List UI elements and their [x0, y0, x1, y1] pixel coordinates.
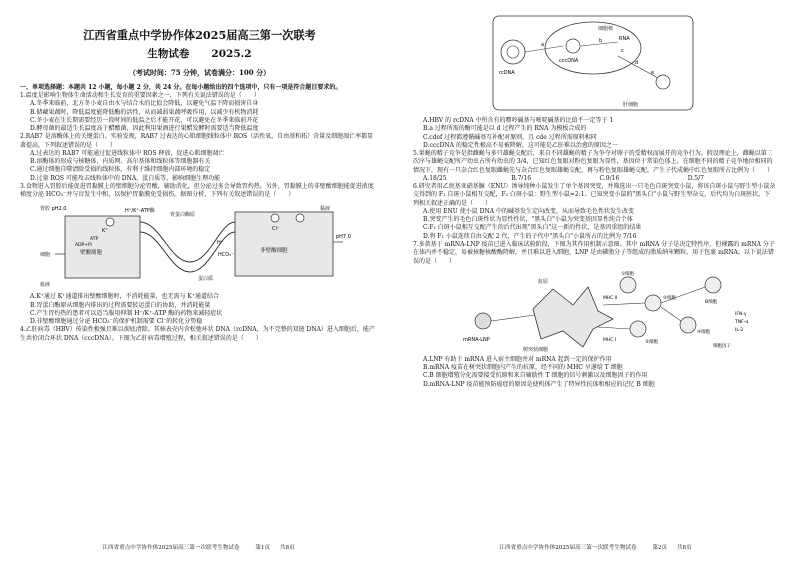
question-5-option-c: C.9/16 [599, 174, 620, 182]
question-6-option-b: B.突变产生的毛色白斑性状为显性性状，"黑头白"小鼠为突变基因显性纯合个体 [423, 216, 633, 224]
question-4-option-c: C.cdef 过程都遵循碱基互补配对原则，且 cde 过程所需原料相同 [423, 133, 597, 141]
cytokine-label: 细胞因子 [713, 343, 731, 349]
cell-2-shape [645, 295, 661, 311]
footer-title: 江西省重点中学协作体2025届高三第一次联考生物试卷 [499, 545, 637, 552]
question-5-option-d: D.5/7 [687, 174, 704, 182]
question-2-option-b: B.溶酶体的形成与核糖体、内质网、高尔基体和线粒体等细胞器有关 [30, 158, 211, 166]
rna-label: RNA [619, 36, 630, 42]
hbv-replication-diagram [413, 12, 776, 114]
tissue-label: 细胞 [40, 252, 51, 259]
cell-1-shape [620, 277, 636, 293]
question-7-option-b: B.mRNA 疫苗在树突状细胞内产生的抗原，经不同的 MHC 呈递给 T 细胞 [423, 364, 623, 372]
section-heading: 一、单项选择题：本题共 12 小题，每小题 2 分，共 24 分。在每小题给出的四个选项中，只有一项是符合题目要求的。 [20, 83, 342, 91]
question-3-stem: 3.食物进入胃腔后能促进胃黏膜上的壁细胞分泌胃酸，辅助消化，但分泌过多会导致胃灼热。另外，胃黏膜上的非壁酸细胞能促进浓度梯度分泌 HCO₃⁻并与盲发生中和，以保护胃黏膜免受损伤。据图分析，下列有关叙述错误的是（ ） [20, 182, 374, 199]
nucleus-shape [545, 22, 641, 74]
mrna-vaccine-diagram [413, 269, 776, 353]
cell-2-label: ②细胞 [663, 295, 677, 301]
blood-label: 血液 [40, 282, 51, 289]
question-4-option-a: A.HBV 的 rcDNA 中所含有的嘌呤碱基与嘧啶碱基的比值不一定等于 1 [423, 117, 614, 124]
cell-4-shape [680, 317, 696, 333]
cl-label: Cl⁻ [272, 226, 280, 233]
mrna-lnp-shape [475, 313, 491, 329]
ifn-label: IFN-γ [735, 311, 747, 317]
question-2-stem: 2.RAB7 是溶酶体上的关键蛋白。实验发现，RAB7 过表达的心肌细胞线粒体中 ROS（活性氧，自由基和拓）含量及细胞凋亡率都显著提高，下列叙述错误的是（ ） [20, 133, 374, 149]
question-2-option-c: C.通过细胞自噬清除受损的线粒体，有利于维持细胞内部环境的稳定 [30, 166, 211, 174]
question-1-option-d: D.酵母菌的最适生长温度高于醋酸菌，因此利用果酒进行果醋发酵时需要适当降低温度 [30, 125, 259, 133]
cell-1-label: ①细胞 [621, 271, 635, 277]
dendritic-cell-shape [533, 287, 613, 347]
rcdna-label: rcDNA [499, 70, 515, 76]
cccdna-label: cccDNA [559, 58, 579, 64]
question-1-stem: 1.温度是影响生物体生命活动和生长发育的重要因素之一，下列有关说法错误的是（ ） [20, 91, 260, 99]
hk-atpase-shape [106, 218, 114, 226]
question-1-option-c: C.冬小麦在生长期需要经历一段时间的低温之后才能开花，可以避免在冬季来临前开花 [30, 116, 259, 124]
question-3-option-a: A.K⁺通过 K⁺通道排出壁酸细胞时，不消耗能量，也无需与 K⁺通道结合 [30, 293, 220, 301]
stomach-cell-svg [20, 202, 379, 290]
question-7-option-d: D.mRNA-LNP 疫苗能预防癌症的原因是使机体产生了特异性抗体和相应的记忆 B 细胞 [423, 380, 655, 388]
cell-3-label: ③细胞 [645, 339, 659, 345]
footer-page-total: 共8页 [676, 545, 692, 552]
hbv-replication-svg [413, 12, 713, 114]
pepsinogen-label: 胃蛋白酶原 [170, 212, 196, 219]
page-footer [397, 545, 794, 553]
step-c-label: c [621, 48, 624, 54]
stomach-cell-diagram [20, 202, 379, 290]
footer-page-total: 共8页 [279, 545, 295, 552]
question-5-stem: 5.果蝇的精子竞争是指雌蝇与多只雄蝇交配后，来自不同雄蝇的精子为争夺对卵子的受精权而展开的竞争行为。假设理论上，雌蝇以第二次序与雄蝇交配所产幼虫占所有幼虫的 3/4，已知红色复眼对粉色复眼为显性，基因位于常染色体上。在细胞不同的精子竞争地位相同的情况下，现有一只杂合红色复眼雌蝇先与杂合红色复眼雄蝇交配，再与粉色复眼雄蝇交配，产生子代成蝇中红色复眼所占比例为（ ） [413, 150, 774, 174]
mhc1-label: MHC Ⅰ [603, 337, 617, 343]
il2-label: IL-2 [735, 327, 744, 333]
cell-3-shape [630, 321, 646, 337]
step-e-label: e [651, 70, 655, 76]
nonparietal-cell-shape [235, 212, 333, 276]
question-5-option-a: A.18/25 [423, 174, 447, 182]
b-cell-label: B细胞 [705, 299, 718, 305]
protein-label: 蛋白质 [198, 276, 214, 283]
footer-page-number: 第1页 [255, 545, 271, 552]
nucleus-label: 细胞核 [598, 26, 614, 32]
cccdna-circle [566, 39, 580, 53]
question-7-option-c: C.B 细胞增殖分化需要接受抗原和来自辅助性 T 细胞的信号刺激以及细胞因子的作用 [423, 372, 648, 380]
cell-4-label: ④细胞 [697, 329, 711, 335]
footer-page-number: 第2页 [652, 545, 668, 552]
adp-label: ADP+Pi [75, 243, 92, 249]
exam-subtitle [20, 47, 379, 61]
question-5-options [413, 175, 776, 183]
question-3-option-c: C.产生胃灼热的患者可以适当服用抑制 H⁺/K⁺-ATP 酶的药物来减轻症状 [30, 309, 223, 317]
question-5-option-b: B.7/16 [511, 174, 532, 182]
parietal-label: 壁酸细胞 [80, 250, 103, 257]
antigen-label: 抗原 [538, 278, 549, 285]
step-b-label: b [599, 38, 603, 44]
cl-channel-shape [271, 214, 279, 222]
hco3-label: HCO₃⁻ [218, 252, 234, 259]
dc-label: 树突状细胞 [523, 346, 549, 353]
liver-label: 肝细胞 [623, 102, 639, 108]
question-6-option-a: A.使用 ENU 使小鼠 DNA 中的碱基发生定向改变，从而导致毛色性状发生改变 [423, 207, 634, 215]
question-2-option-d: D.过量 ROS 可能攻击线粒体中的 DNA、蛋白质等，影响细胞生理功能 [30, 174, 221, 182]
question-4-option-b: B.a 过程所需的酶可能是以 d 过程产生的 RNA 为模板合成的 [423, 125, 587, 133]
step-a-label: a [541, 42, 545, 48]
hco3-channel-shape [296, 214, 304, 222]
hk-atp-label: H⁺/K⁺-ATP酶 [125, 208, 155, 215]
nonparietal-label: 非壁酸细胞 [260, 248, 288, 255]
question-1-option-a: A.冬季来临前，北方冬小麦自由水与结合水的比值会降低，以避免气温下降而损害自身 [30, 100, 259, 108]
mhc2-label: MHC Ⅱ [603, 295, 618, 301]
tnf-label: TNF-α [735, 319, 749, 325]
ph7-label: pH7.0 [336, 234, 351, 241]
question-6-stem: 6.研究者用乙烷基亚硝基脲（ENU）诱导纯种小鼠发生了单个基因突变，并筛选出一只毛色自斑突变小鼠，将该自斑小鼠与野生型小鼠杂交得到的 F₁ 自斑小鼠相互交配，F₂ 白斑小鼠：野生型小鼠=2:1。已知突变小鼠的"黑头白"小鼠与野生型杂交，后代均为白斑胚状，下列相关叙述正确的是（ ） [413, 183, 776, 207]
progeny-circle [656, 75, 670, 89]
exam-info: （考试时间：75 分钟，试卷满分：100 分） [128, 68, 271, 78]
subject-name: 生物试卷 [147, 47, 190, 60]
question-2-option-a: A.过表达的 RAB7 可能通过促进线粒体中 ROS 释放，促进心肌细胞凋亡 [30, 149, 225, 157]
question-6-option-c: C.F₁ 白斑小鼠相互交配产生的后代出现"黑头白"这一新的性状，是基因重组的结果 [423, 224, 642, 232]
mrna-lnp-label: mRNA-LNP [463, 336, 490, 343]
atp-label: ATP [90, 237, 99, 243]
exam-date: 2025.2 [211, 47, 252, 60]
hbv-virion-shape [501, 40, 525, 64]
question-6-option-d: D.将 F₁ 小鼠连续自由交配 2 代，产生的子代中"黑头白"小鼠所占的比例为 7/16 [423, 232, 637, 240]
liver-cell-shape [493, 16, 693, 110]
exam-title: 江西省重点中学协作体2025届高三第一次联考 [83, 28, 316, 42]
mucus-label: 黏液 [320, 206, 331, 213]
question-7-option-a: A.LNP 有助于 mRNA 进入宿主细胞并对 mRNA 起到一定的保护作用 [423, 355, 612, 363]
mrna-vaccine-svg [413, 269, 773, 353]
footer-title: 江西省重点中学协作体2025届高三第一次联考生物试卷 [102, 545, 240, 552]
question-4-option-d: D.cccDNA 的稳定性极高不易被降解，这可能是乙肝难以治愈的原因之一 [423, 141, 618, 149]
question-1-option-b: B.储藏果蔬时，降低温度能降低酶的活性，从而减弱果蔬呼吸作用，以减少有机物消耗 [30, 108, 259, 116]
page-footer [0, 545, 397, 553]
exam-page-2 [397, 0, 794, 561]
k-label: K⁺ [102, 228, 108, 235]
b-cell-shape [705, 277, 721, 293]
question-3-option-b: B.胃蛋白酶原从细胞内排出的过程需要转运蛋白的协助，并消耗能量 [30, 301, 211, 309]
step-d-label: d [635, 60, 639, 66]
question-7-stem: 7.多款基于 mRNA-LNP 疫苗已进入临床试验阶段，下图为其作用机制示意图。其中 mRNA 分子是决定特性序，但裸露的 mRNA 分子在体内并不稳定，易被核糖核酸酶降解，并且难以进入细胞，LNP 是由磷脂分子等组成的脂质纳米颗粒，用于包裹 mRNA。以下说法错误的是（ ） [413, 240, 775, 265]
h-label: H⁺ [217, 240, 224, 247]
question-4-stem: 4.乙肝病毒（HBV）传染性极强且难以彻底清除。其核表壳内含松弛环状 DNA（rcDNA，为不完整的双链 DNA）进入细胞后，能产生共价闭合环状 DNA（cccDNA）。下图为乙肝病毒增殖过程，相关叙述错误的是（ ） [20, 326, 375, 342]
question-3-option-d: D.非壁酸细胞通过分泌 HCO₃⁻的保护机制需要 Cl⁻的转化分势稳 [30, 318, 203, 326]
stomach-ph-label: 胃腔 pH2.0 [40, 206, 67, 213]
